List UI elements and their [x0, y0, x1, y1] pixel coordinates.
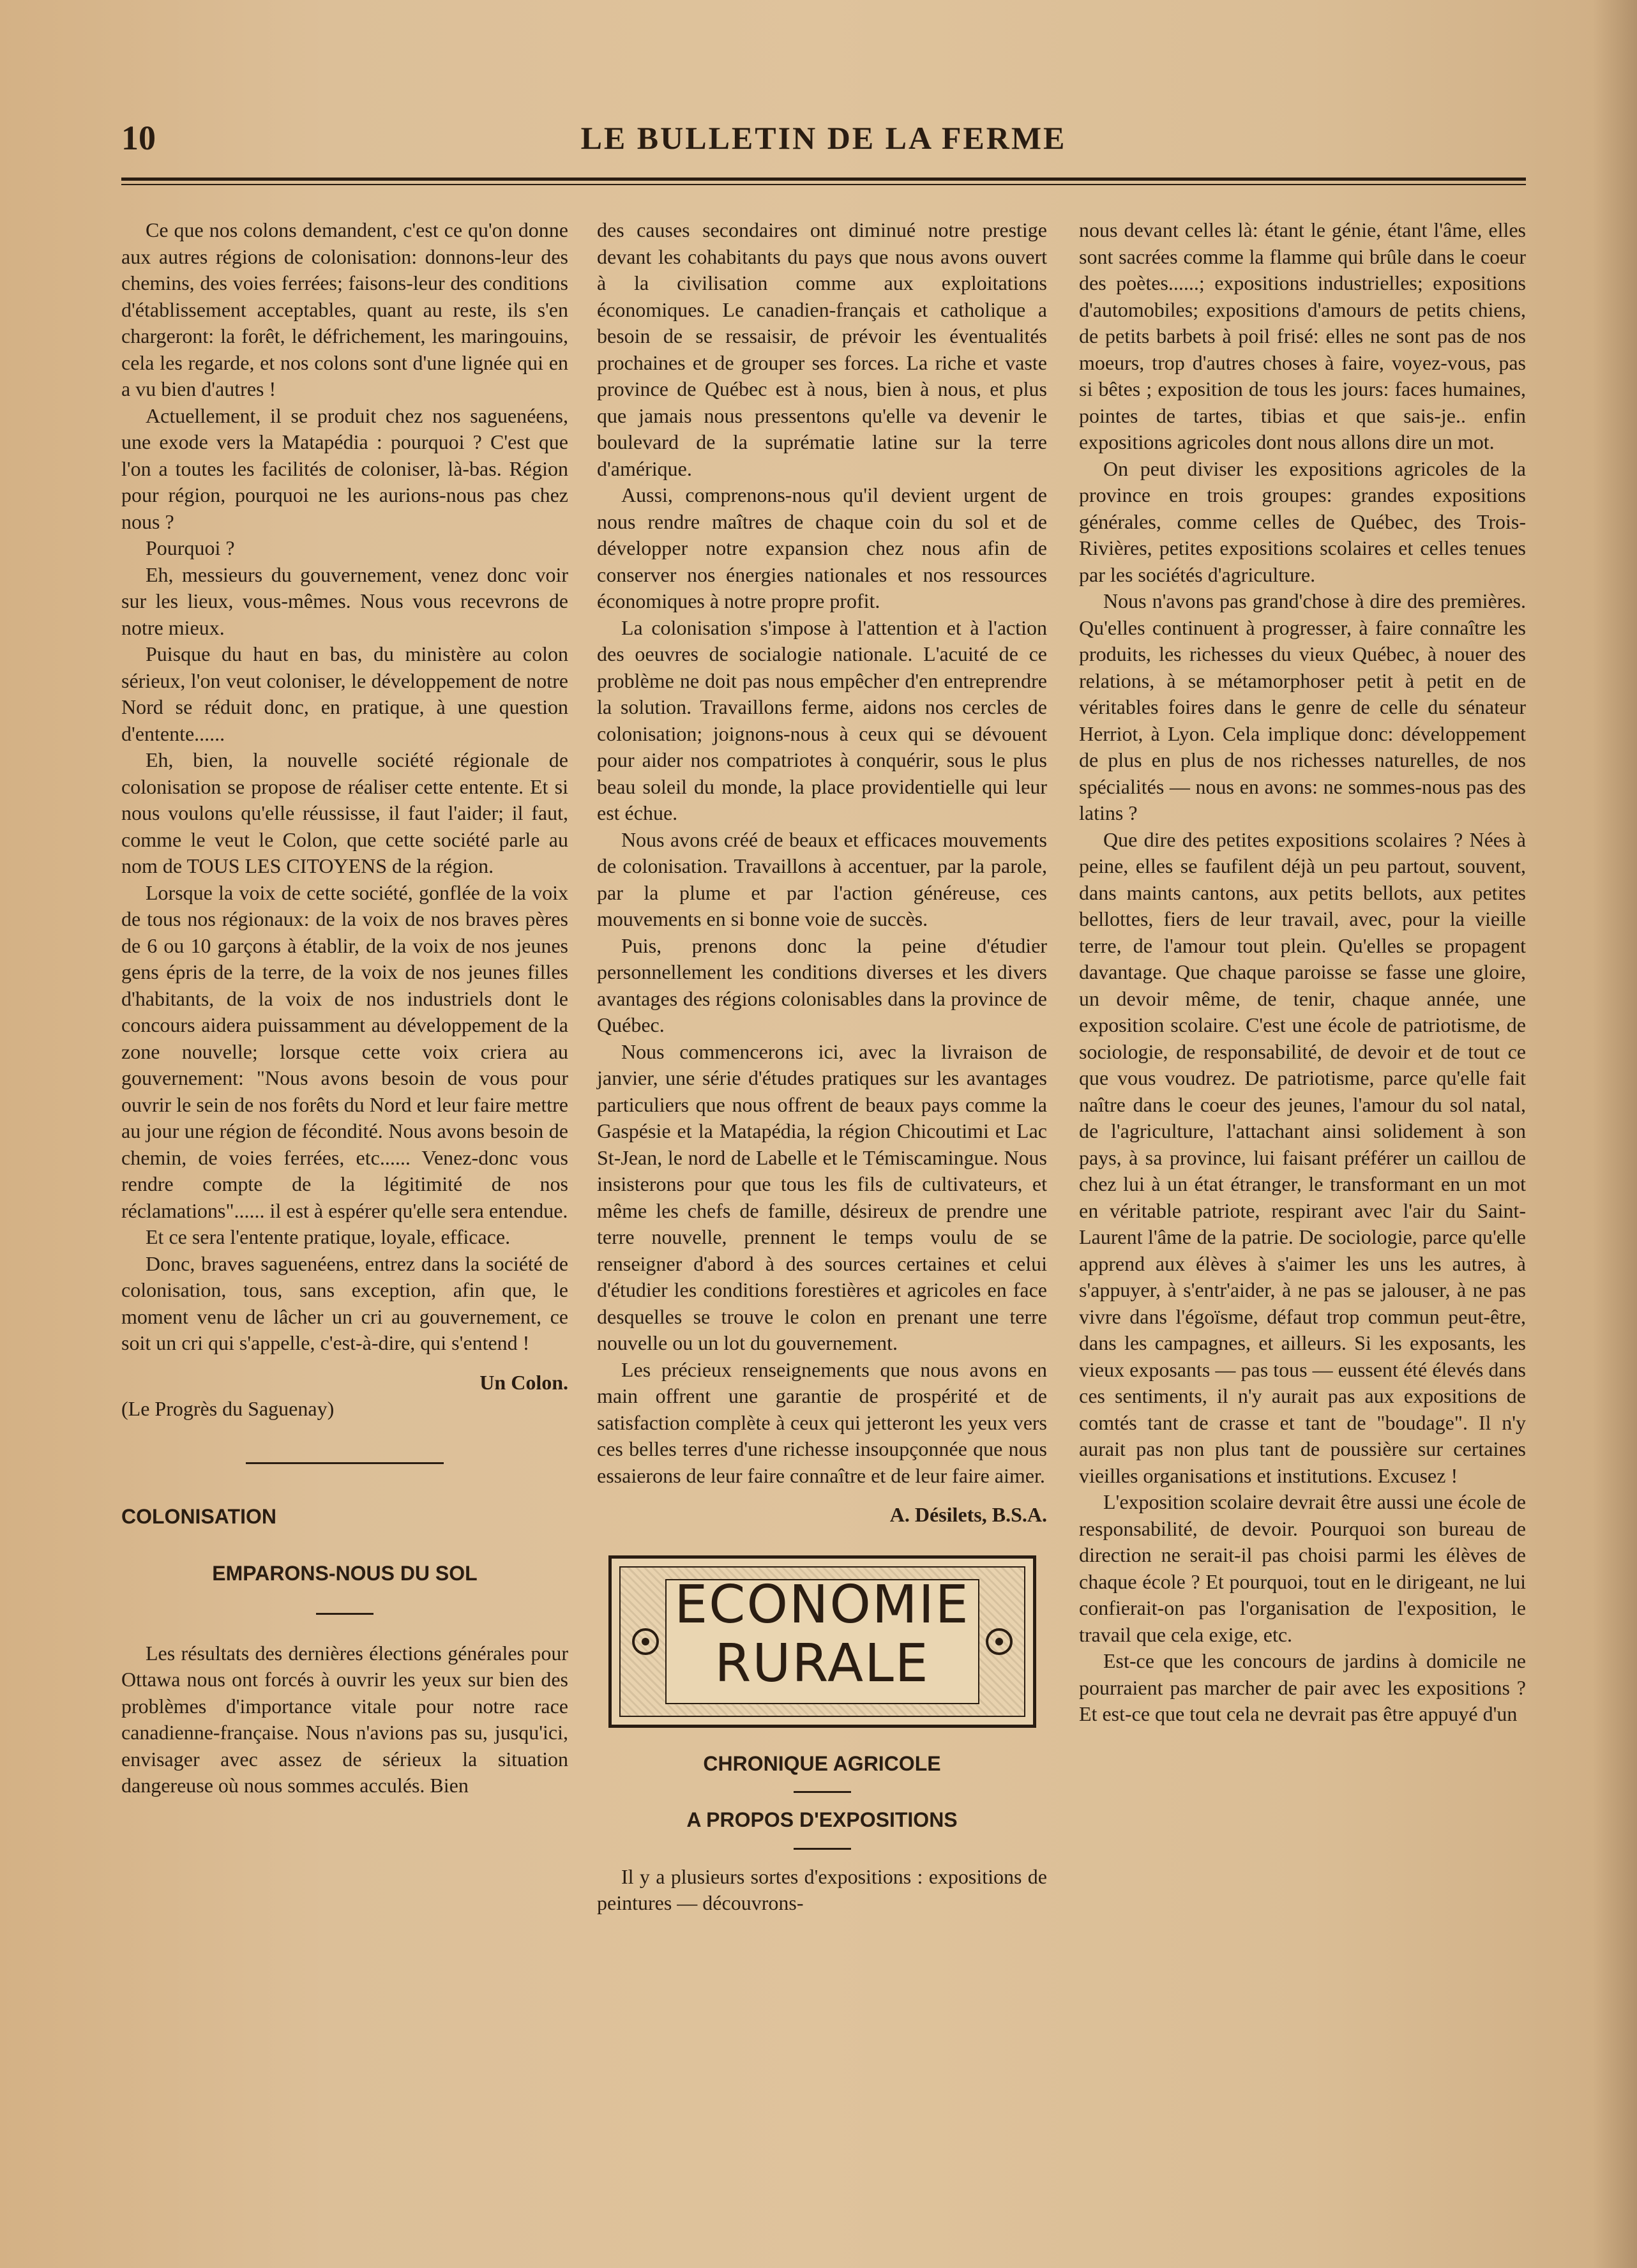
paragraph: Les résultats des dernières élections générales pour Ottawa nous ont forcés à ouvrir les yeux sur bien des problèmes d'importance vitale pour notre race canadienne-française. Nous n'avions pas su, jusqu'ici, envisager avec assez de sérieux la situation dangereuse où nous sommes acculés. Bien — [121, 1641, 568, 1797]
section-title: CHRONIQUE AGRICOLE — [703, 1751, 941, 1775]
paragraph: Donc, braves saguenéens, entrez dans la société de colonisation, tous, sans exception, afin que, le moment venu de lâcher un cri au gouvernement, ce soit un cri qui s'appelle, c'est-à-dire, qui s'entend ! — [121, 1251, 568, 1354]
paragraph: Nous avons créé de beaux et efficaces mouvements de colonisation. Travaillons à accentuer, par la parole, par la plume et par l'action généreuse, ces mouvements en si bonne voie de succès. — [597, 828, 1047, 930]
title-divider — [316, 1613, 373, 1615]
section-divider — [246, 1462, 444, 1464]
paragraph: Les précieux renseignements que nous avons en main offrent une garantie de prospérité et de satisfaction complète à ceux qui jetteront les yeux vers ces belles terres d'une richesse insoupçonnée que nous essaierons de leur faire connaître et de leur faire aimer. — [597, 1357, 1047, 1487]
page-gutter-shadow — [1592, 0, 1637, 2268]
paragraph: Puis, prenons donc la peine d'étudier personnellement les conditions diverses et les divers avantages des régions colonisables dans la province de Québec. — [597, 934, 1047, 1036]
header-rule-thick — [121, 178, 1526, 181]
banner-text-box — [665, 1574, 979, 1704]
masthead-title: LE BULLETIN DE LA FERME — [580, 120, 1067, 156]
banner-hatched-frame — [619, 1566, 1025, 1717]
paragraph: des causes secondaires ont diminué notre prestige devant les cohabitants du pays que nous avons ouvert à la civilisation comme aux exploitations économiques. Le canadien-français et catholique a besoin de se ressaisir, de prévoir les éventualités prochaines et de grouper ses forces. La riche et vaste province de Québec est à nous, bien à nous, et plus que jamais nous pressentons qu'elle va devenir le boulevard de la suprématie latine sur la terre d'amérique. — [597, 218, 1047, 480]
paragraph: Aussi, comprenons-nous qu'il devient urgent de nous rendre maîtres de chaque coin du sol et de développer notre expansion chez nous afin de conserver nos énergies nationales et nos ressources économiques à notre propre profit. — [597, 483, 1047, 612]
paragraph: nous devant celles là: étant le génie, étant l'âme, elles sont sacrées comme la flamme qui brûle dans le coeur des poètes......; expositions industrielles; expositions d'automobiles; expositions d'amours de petits chiens, de petits barbets à poil frisé: elles ne sont pas de nos moeurs, trop d'autres choses à faire, voyez-vous, pas si bêtes ; exposition de tous les jours: faces humaines, pointes de tartes, tibias et que sais-je.. enfin expositions agricoles dont nous allons dire un mot. — [1079, 218, 1526, 453]
page-number: 10 — [121, 119, 156, 157]
paragraph: Nous commencerons ici, avec la livraison de janvier, une série d'études pratiques sur les avantages particuliers que nous offrent de beaux pays comme la Gaspésie et la Matapédia, la région Chicoutimi et Lac St-Jean, le nord de Labelle et le Témiscamingue. Nous insisterons pour que tous les fils de cultivateurs, et même les chefs de famille, désireux de prendre une terre nouvelle, prennent le temps voulu de se renseigner d'abord à des sources certaines et celui d'étudier les conditions forestières et agricoles en face desquelles se trouve le colon en prenant une terre nouvelle ou un lot du gouvernement. — [597, 1040, 1047, 1354]
article-source: (Le Progrès du Saguenay) — [121, 1397, 335, 1420]
paragraph: Eh, bien, la nouvelle société régionale de colonisation se propose de réaliser cette entente. Et si nous voulons qu'elle réussisse, il faut l'aider; il faut, comme le veut le Colon, que cette société parle au nom de TOUS LES CITOYENS de la région. — [121, 748, 568, 877]
paragraph: Et ce sera l'entente pratique, loyale, efficace. — [146, 1225, 511, 1248]
article-title: A PROPOS D'EXPOSITIONS — [686, 1808, 958, 1831]
section-title: COLONISATION — [121, 1504, 276, 1528]
article-signature: A. Désilets, B.S.A. — [889, 1503, 1047, 1526]
paragraph: L'exposition scolaire devrait être aussi une école de responsabilité, de devoir. Pourquoi son bureau de direction ne serait-il pas choisi parmi les élèves de chaque école ? Et pourquoi, tout en le dirigeant, ne lui confierait-on pas l'organisation de l'exposition, le travail que cela exige, etc. — [1079, 1490, 1526, 1646]
paragraph: Pourquoi ? — [146, 536, 235, 559]
paragraph: Est-ce que les concours de jardins à domicile ne pourraient pas marcher de pair avec les expositions ? Et est-ce que tout cela ne devrait pas être appuyé d'un — [1079, 1649, 1526, 1725]
paragraph: Il y a plusieurs sortes d'expositions : expositions de peintures — découvrons- — [597, 1864, 1047, 1914]
column-1 — [121, 217, 568, 1799]
article-signature: Un Colon. — [479, 1370, 568, 1394]
ornament-icon — [632, 1628, 659, 1655]
paragraph: On peut diviser les expositions agricoles de la province en trois groupes: grandes expositions générales, comme celles de Québec, des Trois-Rivières, petites expositions scolaires et celles tenues par les sociétés d'agriculture. — [1079, 457, 1526, 586]
paragraph: Lorsque la voix de cette société, gonflée de la voix de tous nos régionaux: de la voix de nos braves pères de 6 ou 10 garçons à établir, de la voix de nos jeunes gens épris de la terre, de la voix de nos jeunes filles d'habitants, de la voix de nos industriels dont le concours aidera puissamment au développement de la zone nouvelle; lorsque cette voix criera au gouvernement: "Nous avons besoin de vous pour ouvrir le sein de nos forêts du Nord et leur faire mettre au jour une région de fécondité. Nous avons besoin de chemin, de voies ferrées, etc...... Venez-donc vous rendre compte de la légitimité de nos réclamations"...... il est à espérer qu'elle sera entendue. — [121, 881, 568, 1222]
title-divider — [794, 1848, 851, 1850]
ornament-icon — [986, 1628, 1013, 1655]
paragraph: Puisque du haut en bas, du ministère au colon sérieux, l'on veut coloniser, le développement de notre Nord se réduit donc, en pratique, à une question d'entente...... — [121, 642, 568, 745]
paragraph: Nous n'avons pas grand'chose à dire des premières. Qu'elles continuent à progresser, à faire connaître les produits, les richesses du vieux Québec, à nouer des relations, à se métamorphoser petit à petit en de véritables foires dans le genre de celle du sénateur Herriot, à Lyon. Cela implique donc: développement de plus en plus de nos richesses naturelles, de nos spécialités — nous en avons: ne sommes-nous pas des latins ? — [1079, 589, 1526, 824]
paragraph: Ce que nos colons demandent, c'est ce qu'on donne aux autres régions de colonisation: donnons-leur des chemins, des voies ferrées; faisons-leur des conditions d'établissement acceptables, quant au reste, ils s'en chargeront: la forêt, le défrichement, les maringouins, cela les regarde, et nos colons sont d'une lignée qui en a vu bien d'autres ! — [121, 218, 568, 400]
paragraph: Que dire des petites expositions scolaires ? Nées à peine, elles se faufilent déjà un peu partout, souvent, dans maints cantons, aux petits bellots, aux petites bellottes, fiers de leur travail, avec, pour la vieille terre, de l'amour tout plein. Qu'elles se propagent davantage. Que chaque paroisse se fasse une gloire, un devoir même, de tenir, chaque année, une exposition scolaire. C'est une école de patriotisme, de sociologie, de responsabilité, de devoir et de tout ce que vous voudrez. De patriotisme, parce qu'elle fait naître dans le coeur des jeunes, l'amour du sol natal, de l'agriculture, l'attachant ainsi solidement à son pays, à sa province, lui faisant préférer un caillou de chez lui à un état étranger, le transformant en un mot en véritable patriote, respirant avec l'air du Saint-Laurent l'âme de la patrie. De sociologie, parce qu'elle apprend aux élèves à s'aimer les uns les autres, à s'appuyer, à s'entr'aider, à ne pas se jalouser, à ne pas vivre dans l'égoïsme, défaut trop commun peut-être, dans les campagnes, et ailleurs. Si les exposants, les vieux exposants — pas tous — eussent été élevés dans ces sentiments, il n'y aurait pas aux expositions de comtés tant de crasse et tant de "boudage". Il n'y aurait pas non plus tant de poussière sur certaines vieilles organisations et institutions. Excusez ! — [1079, 828, 1526, 1487]
banner-line-2: RURALE — [714, 1633, 930, 1694]
paragraph: Actuellement, il se produit chez nos saguenéens, une exode vers la Matapédia : pourquoi ? C'est que l'on a toutes les facilités de coloniser, là-bas. Région pour région, pourquoi ne les aurions-nous pas chez nous ? — [121, 404, 568, 533]
column-3 — [1079, 217, 1526, 1728]
title-divider — [794, 1791, 851, 1793]
article-title: EMPARONS-NOUS DU SOL — [212, 1562, 478, 1585]
paragraph: Eh, messieurs du gouvernement, venez donc voir sur les lieux, vous-mêmes. Nous vous recevrons de notre mieux. — [121, 563, 568, 639]
economie-rurale-banner — [608, 1555, 1036, 1728]
paragraph: La colonisation s'impose à l'attention et à l'action des oeuvres de socialogie nationale. L'acuité de ce problème ne doit pas nous empêcher d'en entreprendre la solution. Travaillons ferme, aidons nos cercles de colonisation; joignons-nous à ceux qui se dévouent pour aider nos compatriotes à conquérir, sous le plus beau soleil du monde, la place providentielle qui leur est échue. — [597, 616, 1047, 824]
banner-line-1: ECONOMIE — [674, 1574, 970, 1635]
header-rule-thin — [121, 184, 1526, 185]
column-2 — [597, 217, 1047, 1917]
page-header — [121, 118, 1526, 163]
